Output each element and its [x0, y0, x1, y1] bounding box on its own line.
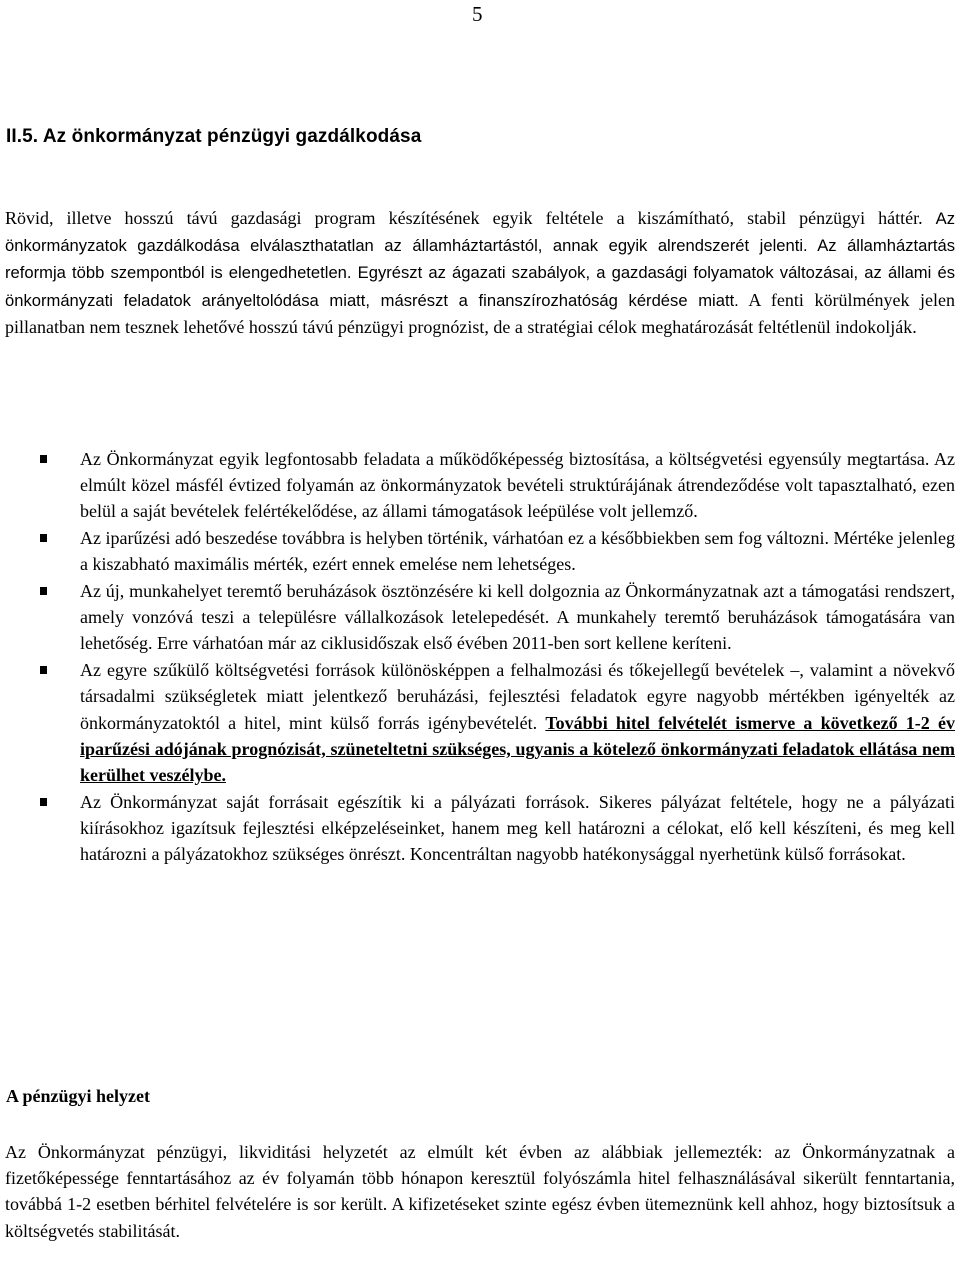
- bullet-text-body: Az új, munkahelyet teremtő beruházások ösztönzésére ki kell dolgoznia az Önkormányzatnak azt a támogatási rendszert, amely vonzóvá teszi a településre vállalkozások letelepedését. A munkahely teremtő beruházások támogatására van lehetőség. Erre várhatóan már az ciklusidőszak első évében 2011-ben sort kellene keríteni.: [80, 581, 955, 654]
- bullet-text-body: Az iparűzési adó beszedése továbbra is helyben történik, várhatóan ez a későbbiekben sem fog változni. Mértéke jelenleg a kiszabható maximális mérték, ezért ennek emelése nem lehetséges.: [80, 528, 955, 575]
- square-bullet-icon: [40, 798, 47, 806]
- financial-situation-paragraph: Az Önkormányzat pénzügyi, likviditási helyzetét az elmúlt két évben az alábbiak jellemezték: az Önkormányzatnak a fizetőképessége fenntartásához az év folyamán több hónapon keresztül folyószámla hitel felhasználásával sikerült fenntartania, továbbá 1-2 esetben bérhitel felvételére is sor került. A kifizetéseket szinte egész évben ütemeznünk kell ahhoz, hogy biztosítsuk a költségvetés stabilitását.: [5, 1142, 955, 1241]
- bullet-text: [80, 657, 955, 788]
- page-number: 5: [472, 2, 483, 26]
- intro-text-part3: A fenti körülmények jelen pillanatban nem tesznek lehetővé hosszú távú pénzügyi prognózist, de a stratégiai célok meghatározását feltétlenül indokolják.: [5, 289, 955, 337]
- intro-text-part2: Az önkormányzatok gazdálkodása elválaszthatatlan az államháztartástól, annak egyik alrendszerét jelenti. Az államháztartás reformja több szempontból is elengedhetetlen. Egyrészt az ágazati szabályok, a gazdasági folyamatok változásai, az állami és önkormányzati feladatok arányeltolódása miatt, másrészt a finanszírozhatóság kérdése miatt.: [5, 209, 955, 310]
- bullet-emphasis-text: További hitel felvételét ismerve a következő 1-2 év iparűzési adójának prognózisát, szüneteltetni szükséges, ugyanis a kötelező önkormányzati feladatok ellátása nem kerülhet veszélybe.: [80, 712, 955, 785]
- financial-situation-heading: A pénzügyi helyzet: [6, 1086, 150, 1106]
- list-item: [0, 578, 960, 657]
- section-heading: II.5. Az önkormányzat pénzügyi gazdálkodása: [6, 126, 422, 147]
- intro-paragraph: [5, 205, 955, 340]
- bullet-text: [80, 578, 955, 657]
- bullet-text: [80, 789, 955, 868]
- bullet-text-body: Az egyre szűkülő költségvetési források különösképpen a felhalmozási és tőkejellegű bevételek –, valamint a növekvő társadalmi szükségletek miatt jelentkező beruházási, fejlesztési feladatok egyre nagyobb mértékben igényelték az önkormányzatoktól a hitel, mint külső forrás igénybevételét.: [80, 660, 955, 733]
- goals-bullet-list: [0, 446, 960, 868]
- list-item: [0, 657, 960, 788]
- bullet-text-body: Az Önkormányzat saját forrásait egészítik ki a pályázati források. Sikeres pályázat feltétele, hogy ne a pályázati kiírásokhoz igazítsuk fejlesztési elképzeléseinket, hanem meg kell határozni a célokat, elő kell készíteni, és meg kell határozni a pályázatokhoz szükséges önrészt. Koncentráltan nagyobb hatékonysággal nyerhetünk külső forrásokat.: [80, 791, 955, 865]
- bullet-text: [80, 525, 955, 577]
- square-bullet-icon: [40, 455, 47, 463]
- list-item: [0, 446, 960, 525]
- intro-text-part1: Rövid, illetve hosszú távú gazdasági program készítésének egyik feltétele a kiszámítható, stabil pénzügyi háttér.: [5, 208, 936, 228]
- list-item: [0, 525, 960, 577]
- bullet-text-body: Az Önkormányzat egyik legfontosabb feladata a működőképesség biztosítása, a költségvetési egyensúly megtartása. Az elmúlt közel másfél évtized folyamán az önkormányzatok bevételi struktúrájának átrendeződése volt tapasztalható, ezen belül a saját bevételek felértékelődése, az állami támogatások leépülése volt jellemző.: [80, 449, 955, 522]
- square-bullet-icon: [40, 534, 47, 542]
- square-bullet-icon: [40, 666, 47, 674]
- bullet-text: [80, 446, 955, 525]
- square-bullet-icon: [40, 587, 47, 595]
- list-item: [0, 789, 960, 868]
